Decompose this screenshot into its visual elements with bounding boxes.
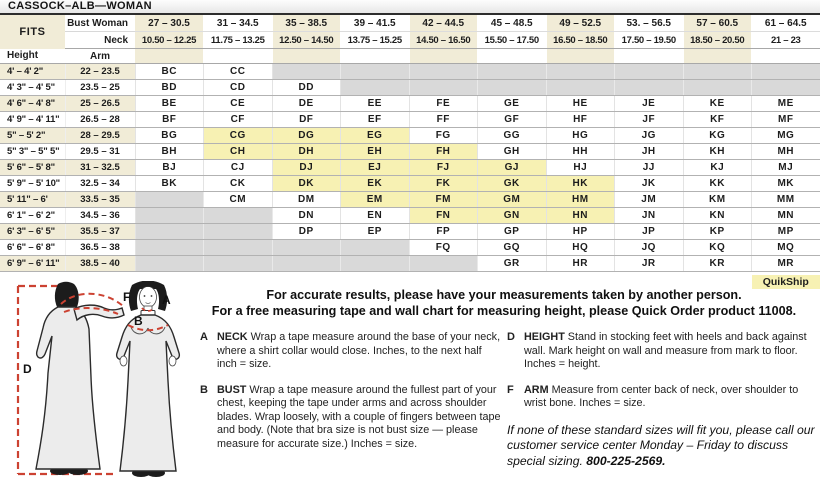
- size-cell: KK: [683, 176, 752, 192]
- size-cell: DK: [272, 176, 341, 192]
- size-cell: FH: [409, 144, 478, 160]
- unavailable-cell: [409, 256, 478, 272]
- bust-range: 61 – 64.5: [752, 15, 820, 32]
- height-range: 4' – 4' 2": [0, 64, 65, 80]
- size-cell: EH: [341, 144, 410, 160]
- size-cell: GK: [478, 176, 547, 192]
- bust-header-row: [0, 15, 820, 32]
- height-range: 5" – 5' 2": [0, 128, 65, 144]
- size-cell: KJ: [683, 160, 752, 176]
- arm-range: 22 – 23.5: [65, 64, 135, 80]
- size-cell: HN: [546, 208, 615, 224]
- neck-range: 21 – 23: [752, 32, 820, 49]
- header-spacer-cell: [204, 49, 273, 64]
- unavailable-cell: [409, 80, 478, 96]
- size-cell: FQ: [409, 240, 478, 256]
- unavailable-cell: [272, 256, 341, 272]
- bust-range: 42 – 44.5: [409, 15, 478, 32]
- size-cell: KR: [683, 256, 752, 272]
- size-cell: FG: [409, 128, 478, 144]
- size-cell: FP: [409, 224, 478, 240]
- unavailable-cell: [409, 64, 478, 80]
- unavailable-cell: [341, 64, 410, 80]
- size-cell: CG: [204, 128, 273, 144]
- height-arm-header-row: [0, 49, 820, 64]
- bust-range: 31 – 34.5: [204, 15, 273, 32]
- size-cell: JM: [615, 192, 684, 208]
- size-cell: EG: [341, 128, 410, 144]
- unavailable-cell: [135, 208, 204, 224]
- header-spacer-cell: [683, 49, 752, 64]
- height-range: 6' 6" – 6' 8": [0, 240, 65, 256]
- size-cell: FM: [409, 192, 478, 208]
- unavailable-cell: [204, 256, 273, 272]
- unavailable-cell: [546, 80, 615, 96]
- size-cell: FN: [409, 208, 478, 224]
- size-cell: JN: [615, 208, 684, 224]
- label-bust-b: B: [134, 314, 143, 328]
- size-cell: MG: [752, 128, 820, 144]
- size-cell: CJ: [204, 160, 273, 176]
- size-cell: MQ: [752, 240, 820, 256]
- table-row: [0, 160, 820, 176]
- hair-back: [55, 282, 79, 307]
- height-range: 6' 9" – 6' 11": [0, 256, 65, 272]
- size-cell: BD: [135, 80, 204, 96]
- unavailable-cell: [546, 64, 615, 80]
- size-cell: KM: [683, 192, 752, 208]
- header-spacer-cell: [752, 49, 820, 64]
- arm-range: 25 – 26.5: [65, 96, 135, 112]
- size-cell: GG: [478, 128, 547, 144]
- size-cell: GH: [478, 144, 547, 160]
- neck-range: 15.50 – 17.50: [478, 32, 547, 49]
- size-cell: BC: [135, 64, 204, 80]
- size-cell: EP: [341, 224, 410, 240]
- instruction-bust: [200, 384, 502, 452]
- bust-range: 27 – 30.5: [135, 15, 204, 32]
- arm-range: 38.5 – 40: [65, 256, 135, 272]
- bust-range: 35 – 38.5: [272, 15, 341, 32]
- unavailable-cell: [135, 256, 204, 272]
- size-cell: MF: [752, 112, 820, 128]
- instruction-letter: F: [507, 383, 514, 396]
- size-cell: DM: [272, 192, 341, 208]
- header-spacer-cell: [272, 49, 341, 64]
- arm-range: 32.5 – 34: [65, 176, 135, 192]
- size-cell: MK: [752, 176, 820, 192]
- unavailable-cell: [272, 64, 341, 80]
- height-range: 5' 6" – 5' 8": [0, 160, 65, 176]
- arm-range: 31 – 32.5: [65, 160, 135, 176]
- size-cell: JE: [615, 96, 684, 112]
- size-cell: CH: [204, 144, 273, 160]
- arm-range: 35.5 – 37: [65, 224, 135, 240]
- size-cell: DG: [272, 128, 341, 144]
- arm-col-label: Arm: [65, 49, 135, 64]
- arm-range: 26.5 – 28: [65, 112, 135, 128]
- label-neck-a: A: [162, 293, 171, 307]
- size-cell: KF: [683, 112, 752, 128]
- size-cell: GR: [478, 256, 547, 272]
- unavailable-cell: [135, 240, 204, 256]
- instruction-text: Measure from center back of neck, over shoulder to wrist bone. Inches = size.: [524, 383, 799, 409]
- size-cell: GE: [478, 96, 547, 112]
- instructions-right-column: [507, 331, 820, 481]
- hand: [169, 356, 176, 366]
- size-cell: EJ: [341, 160, 410, 176]
- fits-label: FITS: [0, 15, 65, 49]
- table-row: [0, 80, 820, 96]
- intro-line-2: For a free measuring tape and wall chart for measuring height, please Quick Order product 11008.: [211, 304, 797, 318]
- header-spacer-cell: [135, 49, 204, 64]
- size-cell: BF: [135, 112, 204, 128]
- instruction-term: NECK: [217, 331, 248, 343]
- size-cell: EE: [341, 96, 410, 112]
- size-cell: GN: [478, 208, 547, 224]
- instruction-term: HEIGHT: [524, 331, 565, 343]
- neck-row-label: Neck: [65, 32, 135, 49]
- intro-line-1: For accurate results, please have your measurements taken by another person.: [266, 288, 742, 302]
- size-cell: HP: [546, 224, 615, 240]
- instruction-text: Stand in stocking feet with heels and back against wall. Mark height on wall and measure from mark to floor. Inches = height.: [524, 331, 807, 370]
- back-view-figure: [36, 282, 124, 475]
- size-cell: CK: [204, 176, 273, 192]
- size-cell: FE: [409, 96, 478, 112]
- height-range: 4' 6" – 4' 8": [0, 96, 65, 112]
- unavailable-cell: [135, 224, 204, 240]
- eye: [151, 295, 153, 297]
- size-cell: KP: [683, 224, 752, 240]
- instruction-term: ARM: [524, 383, 549, 396]
- quikship-legend: QuikShip: [752, 275, 820, 289]
- bust-range: 49 – 52.5: [546, 15, 615, 32]
- table-row: [0, 144, 820, 160]
- neck-range: 17.50 – 19.50: [615, 32, 684, 49]
- header-spacer-cell: [478, 49, 547, 64]
- size-cell: KN: [683, 208, 752, 224]
- size-cell: CC: [204, 64, 273, 80]
- instruction-text: Wrap a tape measure around the base of your neck, where a shirt collar would close. Inches, to the next half inch = size.: [217, 331, 501, 370]
- bust-range: 45 – 48.5: [478, 15, 547, 32]
- unavailable-cell: [135, 192, 204, 208]
- height-range: 4' 3" – 4' 5": [0, 80, 65, 96]
- bust-range: 57 – 60.5: [683, 15, 752, 32]
- table-row: [0, 256, 820, 272]
- size-cell: EF: [341, 112, 410, 128]
- size-cell: GJ: [478, 160, 547, 176]
- table-row: [0, 240, 820, 256]
- header-spacer-cell: [341, 49, 410, 64]
- bust-range: 53. – 56.5: [615, 15, 684, 32]
- size-cell: HM: [546, 192, 615, 208]
- neck-range: 11.75 – 13.25: [204, 32, 273, 49]
- instruction-arm: [507, 384, 820, 411]
- size-cell: JJ: [615, 160, 684, 176]
- size-cell: EK: [341, 176, 410, 192]
- height-range: 5" 3" – 5" 5": [0, 144, 65, 160]
- unavailable-cell: [478, 64, 547, 80]
- neck-range: 12.50 – 14.50: [272, 32, 341, 49]
- size-cell: HJ: [546, 160, 615, 176]
- unavailable-cell: [683, 80, 752, 96]
- size-cell: BJ: [135, 160, 204, 176]
- unavailable-cell: [204, 224, 273, 240]
- size-cell: EM: [341, 192, 410, 208]
- instruction-height: [507, 331, 820, 372]
- size-cell: MH: [752, 144, 820, 160]
- face: [140, 287, 157, 308]
- size-cell: MR: [752, 256, 820, 272]
- unavailable-cell: [752, 80, 820, 96]
- unavailable-cell: [478, 80, 547, 96]
- unavailable-cell: [204, 240, 273, 256]
- header-spacer-cell: [546, 49, 615, 64]
- neck-header-row: [0, 32, 820, 49]
- table-row: [0, 128, 820, 144]
- size-cell: HK: [546, 176, 615, 192]
- size-cell: MJ: [752, 160, 820, 176]
- size-cell: HH: [546, 144, 615, 160]
- size-cell: DP: [272, 224, 341, 240]
- size-cell: KG: [683, 128, 752, 144]
- size-cell: GP: [478, 224, 547, 240]
- size-cell: JQ: [615, 240, 684, 256]
- unavailable-cell: [272, 240, 341, 256]
- size-cell: JP: [615, 224, 684, 240]
- arm-range: 36.5 – 38: [65, 240, 135, 256]
- hand: [120, 356, 127, 366]
- arm-range: 29.5 – 31: [65, 144, 135, 160]
- size-cell: CE: [204, 96, 273, 112]
- size-cell: HG: [546, 128, 615, 144]
- unavailable-cell: [341, 256, 410, 272]
- label-height-d: D: [23, 362, 32, 376]
- height-col-label: Height: [0, 49, 65, 64]
- header-spacer-cell: [409, 49, 478, 64]
- instruction-neck: [200, 331, 502, 372]
- size-cell: DH: [272, 144, 341, 160]
- unavailable-cell: [341, 240, 410, 256]
- unavailable-cell: [204, 208, 273, 224]
- size-cell: JH: [615, 144, 684, 160]
- height-range: 5' 9" – 5' 10": [0, 176, 65, 192]
- neck-range: 18.50 – 20.50: [683, 32, 752, 49]
- size-cell: KQ: [683, 240, 752, 256]
- page-title: CASSOCK–ALB—WOMAN: [0, 0, 820, 15]
- size-cell: GM: [478, 192, 547, 208]
- height-range: 5' 11" – 6': [0, 192, 65, 208]
- size-cell: ME: [752, 96, 820, 112]
- size-cell: HE: [546, 96, 615, 112]
- table-row: [0, 64, 820, 80]
- table-row: [0, 224, 820, 240]
- size-cell: KE: [683, 96, 752, 112]
- size-cell: MM: [752, 192, 820, 208]
- size-cell: DD: [272, 80, 341, 96]
- size-cell: BG: [135, 128, 204, 144]
- size-cell: CF: [204, 112, 273, 128]
- size-cell: HF: [546, 112, 615, 128]
- unavailable-cell: [341, 80, 410, 96]
- header-spacer-cell: [615, 49, 684, 64]
- unavailable-cell: [615, 64, 684, 80]
- arm-range: 33.5 – 35: [65, 192, 135, 208]
- front-view-figure: [117, 281, 180, 477]
- label-arm-f: F: [123, 290, 131, 304]
- size-cell: JR: [615, 256, 684, 272]
- arm-range: 28 – 29.5: [65, 128, 135, 144]
- measuring-intro: [190, 287, 818, 319]
- size-cell: JF: [615, 112, 684, 128]
- neck-range: 16.50 – 18.50: [546, 32, 615, 49]
- unavailable-cell: [615, 80, 684, 96]
- size-diagram: [4, 281, 196, 481]
- size-chart-table: [0, 15, 820, 289]
- size-cell: FJ: [409, 160, 478, 176]
- height-range: 6' 3" – 6' 5": [0, 224, 65, 240]
- size-cell: BK: [135, 176, 204, 192]
- arm-range: 23.5 – 25: [65, 80, 135, 96]
- size-cell: MP: [752, 224, 820, 240]
- size-cell: FK: [409, 176, 478, 192]
- instructions-left-column: [200, 331, 502, 463]
- size-cell: DN: [272, 208, 341, 224]
- instruction-letter: D: [507, 331, 515, 343]
- table-row: [0, 176, 820, 192]
- size-cell: EN: [341, 208, 410, 224]
- instruction-letter: A: [200, 331, 208, 343]
- size-cell: CM: [204, 192, 273, 208]
- size-cell: MN: [752, 208, 820, 224]
- bust-range: 39 – 41.5: [341, 15, 410, 32]
- phone-number: 800-225-2569.: [586, 453, 666, 468]
- height-range: 4' 9" – 4' 11": [0, 112, 65, 128]
- table-row: [0, 96, 820, 112]
- neck-range: 13.75 – 15.25: [341, 32, 410, 49]
- size-cell: HR: [546, 256, 615, 272]
- size-cell: HQ: [546, 240, 615, 256]
- size-cell: BH: [135, 144, 204, 160]
- size-cell: JG: [615, 128, 684, 144]
- size-cell: BE: [135, 96, 204, 112]
- size-cell: GQ: [478, 240, 547, 256]
- size-cell: CD: [204, 80, 273, 96]
- neck-range: 14.50 – 16.50: [409, 32, 478, 49]
- size-cell: DJ: [272, 160, 341, 176]
- size-cell: DF: [272, 112, 341, 128]
- bust-row-label: Bust Woman: [65, 15, 135, 32]
- size-cell: JK: [615, 176, 684, 192]
- instruction-term: BUST: [217, 383, 247, 396]
- eye: [144, 295, 146, 297]
- robe-front: [117, 315, 180, 471]
- special-sizing-note: If none of these standard sizes will fit you, please call our customer service center Monday – Friday to discuss special sizing. 800-225-2569.: [507, 422, 815, 468]
- instruction-text: Wrap a tape measure around the fullest part of your chest, keeping the tape under arms and across shoulder blades. Wrap loosely, with a couple of fingers between tape and body. (Note that bra size is not bust size — please measure for accurate size.) Inches = size.: [217, 383, 501, 450]
- table-row: [0, 208, 820, 224]
- instruction-letter: B: [200, 383, 208, 396]
- size-cell: DE: [272, 96, 341, 112]
- size-cell: GF: [478, 112, 547, 128]
- arm-range: 34.5 – 36: [65, 208, 135, 224]
- table-row: [0, 192, 820, 208]
- height-range: 6' 1" – 6' 2": [0, 208, 65, 224]
- unavailable-cell: [752, 64, 820, 80]
- unavailable-cell: [683, 64, 752, 80]
- size-cell: FF: [409, 112, 478, 128]
- robe-back: [36, 307, 100, 469]
- size-cell: KH: [683, 144, 752, 160]
- neck-range: 10.50 – 12.25: [135, 32, 204, 49]
- table-row: [0, 112, 820, 128]
